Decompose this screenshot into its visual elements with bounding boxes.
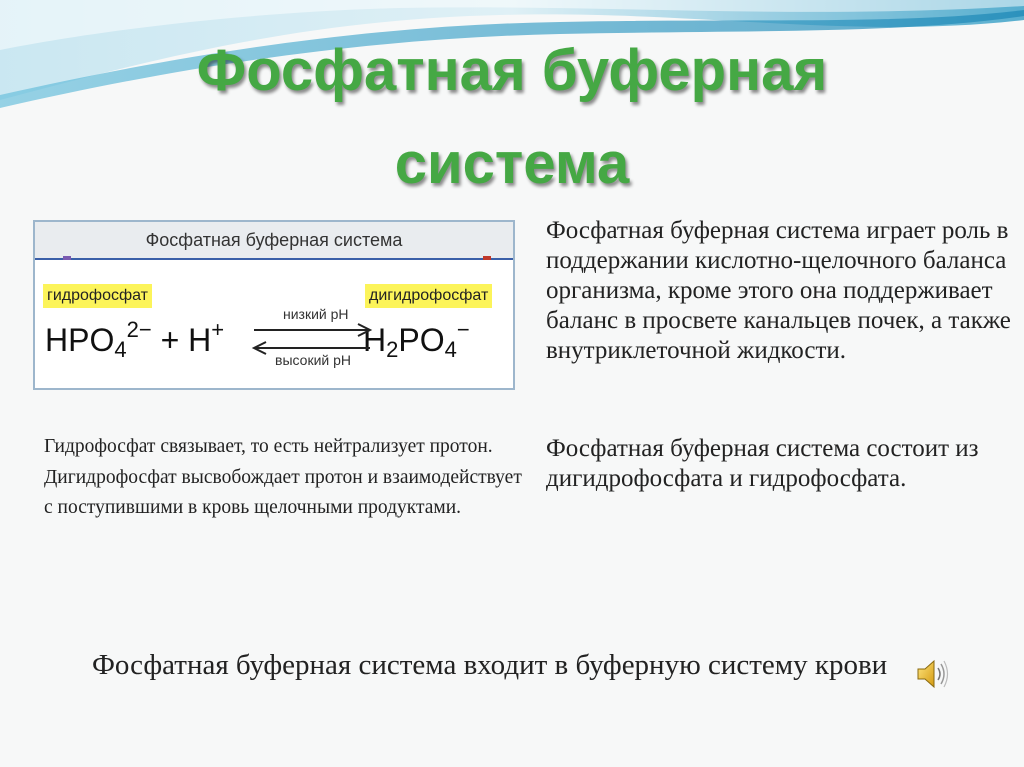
hydrophosphate-formula: $HPO_4^{2-} + H^+$: [45, 317, 225, 362]
buffer-reaction-diagram: [33, 220, 515, 390]
speaker-icon[interactable]: [914, 656, 950, 692]
summary-text: Фосфатная буферная система входит в буферную систему крови: [92, 649, 888, 681]
page-title-line2: система: [394, 131, 630, 196]
header-accent-mark: [63, 256, 71, 260]
mechanism-paragraph: Гидрофосфат связывает, то есть нейтрализует протон. Дигидрофосфат высвобождает протон и взаимодействует с поступившими в кровь щелочными продуктами.: [44, 436, 522, 518]
header-accent-mark: [483, 256, 491, 260]
dihydrophosphate-label: дигидрофосфат: [365, 284, 492, 308]
composition-paragraph: Фосфатная буферная система состоит из дигидрофосфата и гидрофосфата.: [546, 435, 979, 492]
hydrophosphate-label: гидрофосфат: [43, 284, 152, 308]
low-ph-label: низкий рН: [283, 306, 349, 322]
dihydrophosphate-formula: $H_2PO_4^-$: [363, 317, 470, 362]
role-paragraph: Фосфатная буферная система играет роль в поддержании кислотно-щелочного баланса организма, кроме этого она поддерживает баланс в просвете канальцев почек, а также внутриклеточной жидкости.: [546, 217, 1011, 364]
diagram-header: Фосфатная буферная система: [35, 222, 513, 260]
page-title-line1: Фосфатная буферная: [196, 38, 828, 103]
high-ph-label: высокий рН: [275, 352, 351, 368]
